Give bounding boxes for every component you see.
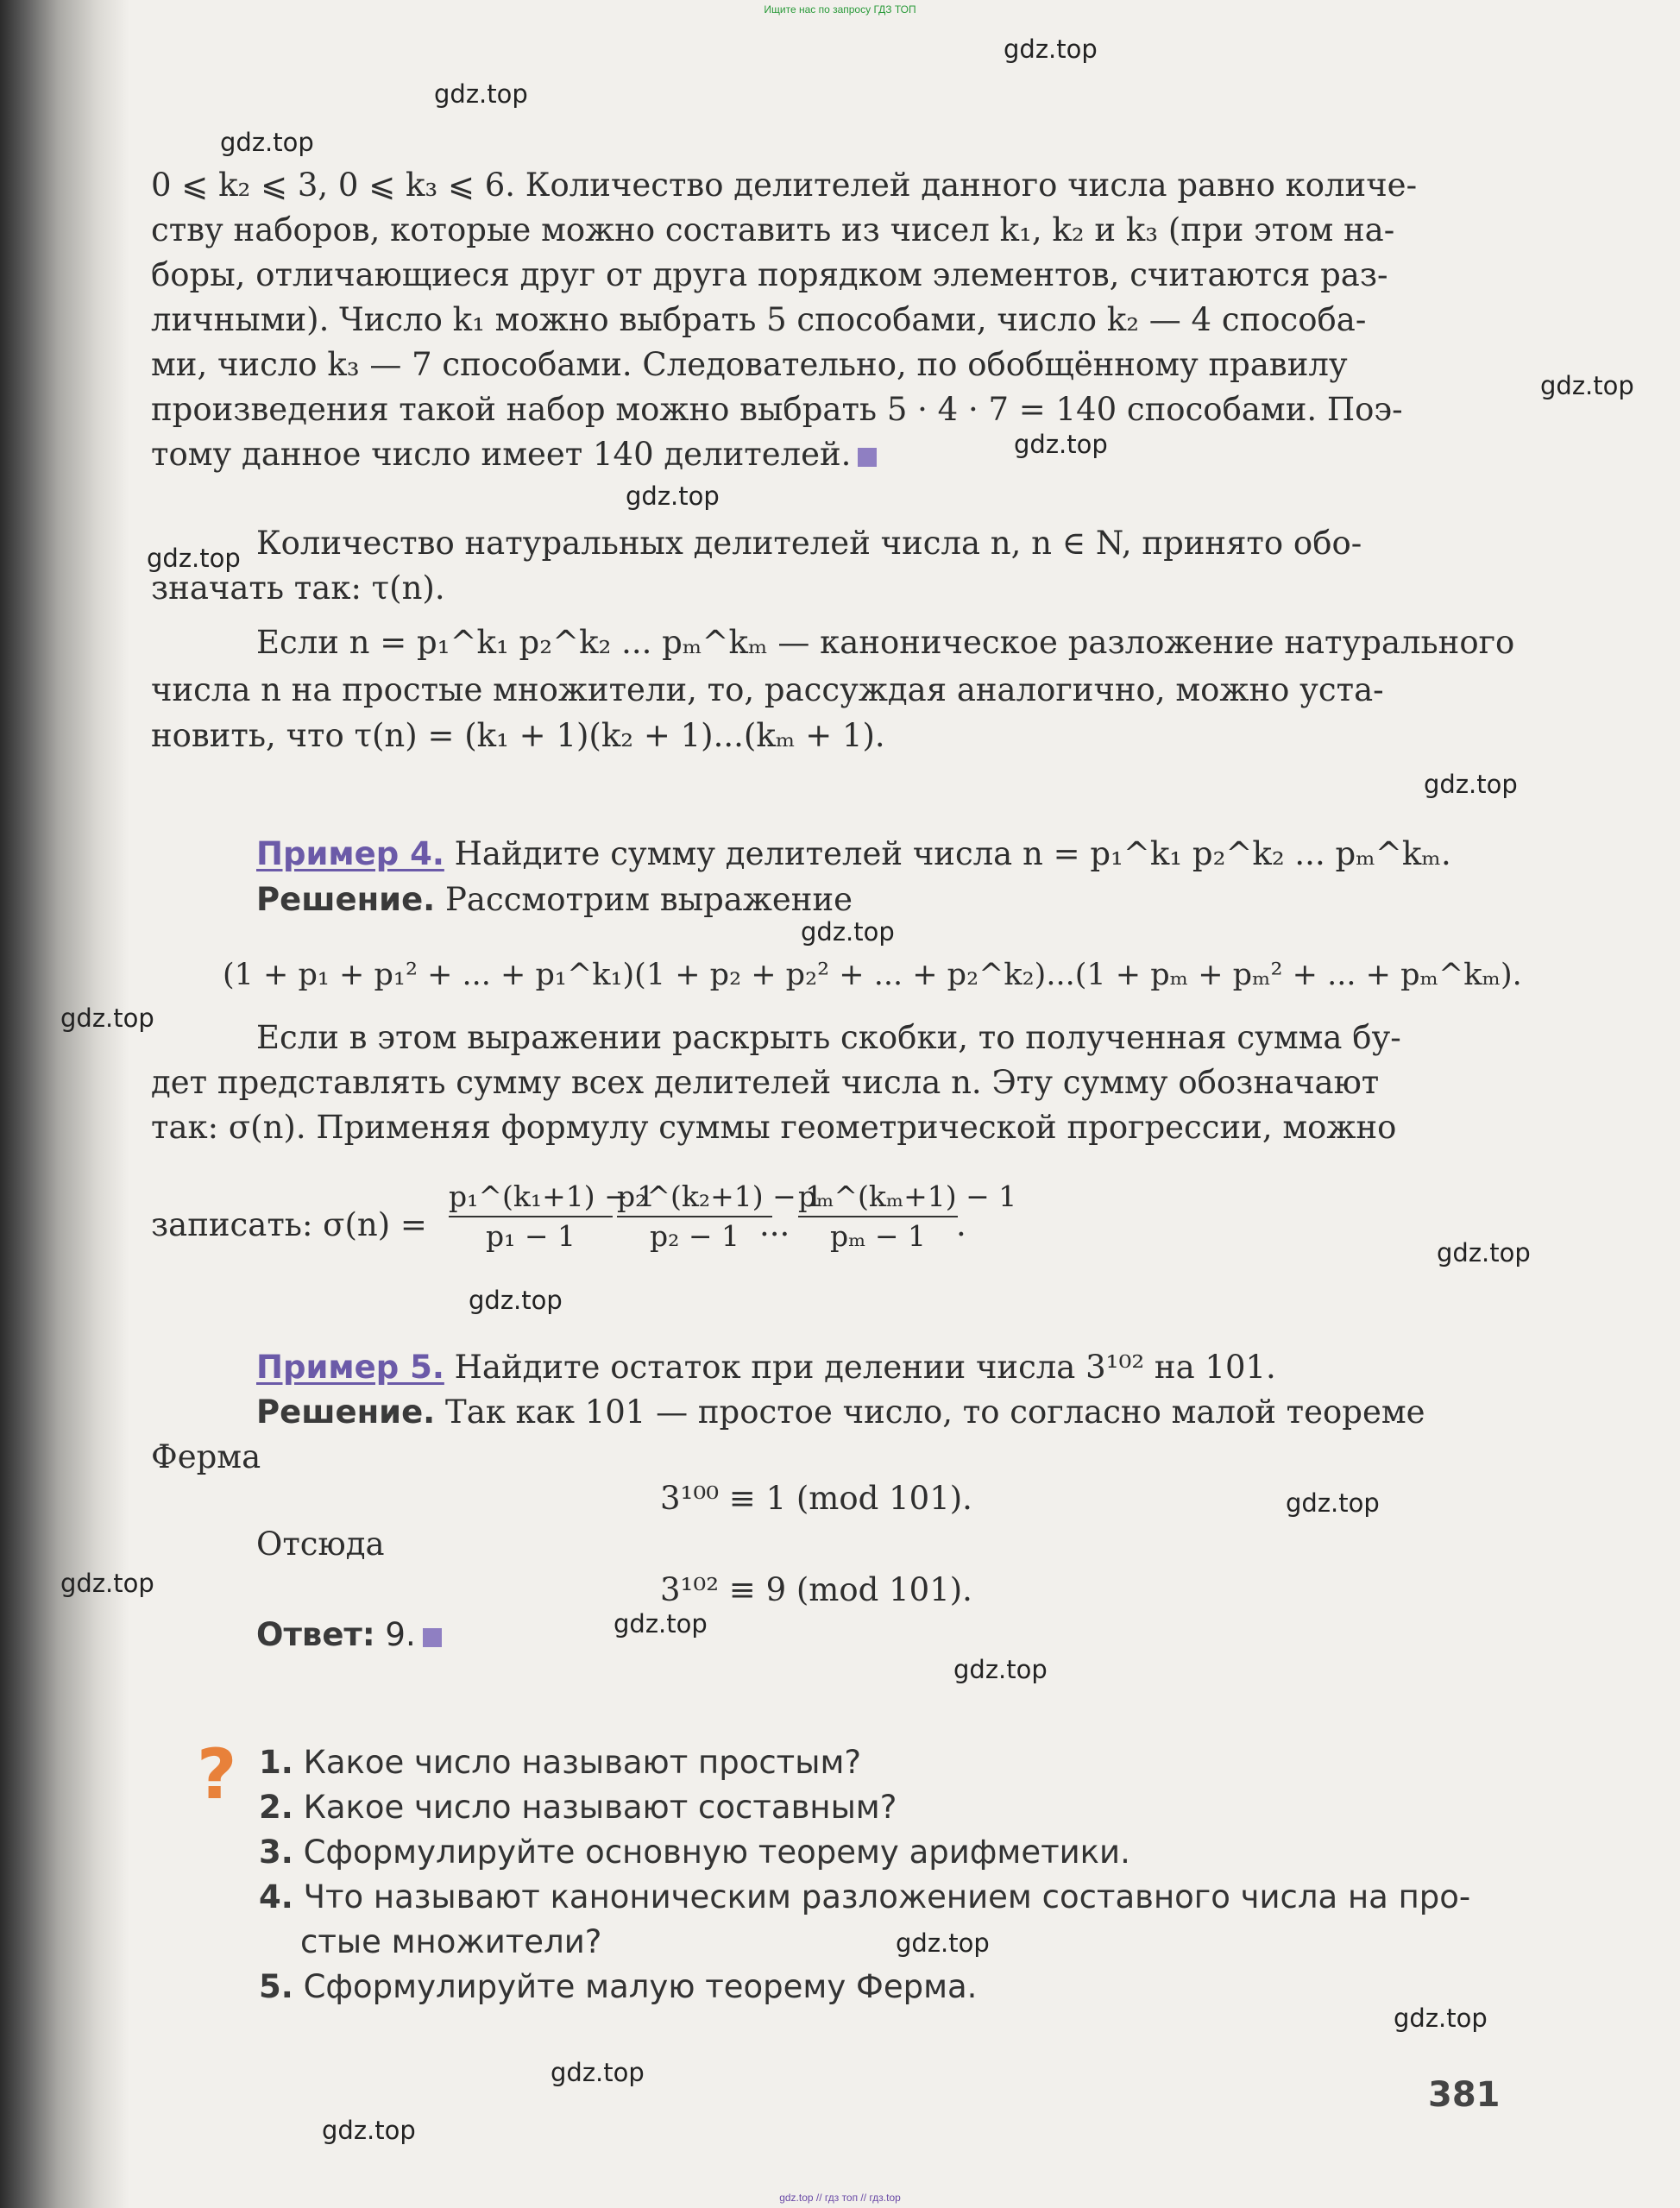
question-text: Какое число называют простым? [303, 1744, 861, 1781]
question-text: Какое число называют составным? [303, 1789, 897, 1826]
text-line: личными). Число k₁ можно выбрать 5 способами, число k₂ — 4 способа- [151, 301, 1367, 338]
watermark: gdz.top [953, 1655, 1048, 1684]
example-4-heading [256, 833, 1451, 876]
watermark: gdz.top [1540, 371, 1634, 400]
example-task: Найдите сумму делителей числа n = p₁^k₁ p₂^k₂ ... pₘ^kₘ. [454, 835, 1451, 872]
question-mark-icon: ? [197, 1734, 237, 1815]
congruence-2: 3¹⁰² ≡ 9 (mod 101). [660, 1571, 972, 1608]
watermark: gdz.top [613, 1609, 708, 1639]
fraction-numerator: p₁^(k₁+1) − 1 [449, 1178, 613, 1217]
fraction-denominator: p₁ − 1 [486, 1219, 576, 1253]
answer-value: 9. [385, 1616, 416, 1653]
end-square-icon [423, 1628, 442, 1647]
watermark: gdz.top [1286, 1488, 1380, 1518]
text-line: значать так: τ(n). [151, 569, 445, 607]
watermark: gdz.top [1424, 770, 1518, 799]
example-label: Пример 4. [256, 835, 444, 872]
example-5-heading [256, 1346, 1276, 1389]
watermark: gdz.top [147, 544, 241, 573]
question-text: стые множители? [300, 1923, 602, 1960]
text-line: Если в этом выражении раскрыть скобки, то полученная сумма бу- [256, 1019, 1401, 1056]
watermark: gdz.top [1014, 430, 1108, 459]
fraction-2 [617, 1178, 824, 1255]
watermark: gdz.top [60, 1569, 154, 1598]
solution-text: Так как 101 — простое число, то согласно малой теореме [445, 1393, 1425, 1431]
watermark: gdz.top [220, 128, 314, 157]
question-item [259, 1876, 1470, 1919]
formula-lead: записать: σ(n) = [151, 1206, 427, 1243]
period: . [956, 1206, 966, 1243]
question-item-continuation [300, 1921, 601, 1964]
footer-note: gdz.top // гдз топ // гдз.top [779, 2192, 901, 2204]
text-line: числа n на простые множители, то, рассуждая аналогично, можно уста- [151, 671, 1384, 708]
text-line: произведения такой набор можно выбрать 5 · 4 · 7 = 140 способами. Поэ- [151, 391, 1403, 428]
fraction-1 [449, 1178, 656, 1255]
text-line: Если n = p₁^k₁ p₂^k₂ ... pₘ^kₘ — каноническое разложение натурального [256, 624, 1515, 661]
question-number: 5. [259, 1968, 293, 2005]
watermark: gdz.top [434, 79, 528, 109]
text-line: ми, число k₃ — 7 способами. Следовательно, по обобщённому правилу [151, 346, 1348, 383]
watermark: gdz.top [1394, 2004, 1488, 2033]
text-line: Ферма [151, 1438, 261, 1475]
question-item [259, 1741, 861, 1784]
page-number: 381 [1428, 2075, 1501, 2115]
question-number: 3. [259, 1834, 293, 1871]
answer-label: Ответ: [256, 1616, 375, 1653]
solution-label: Решение. [256, 1393, 436, 1431]
text-line-end [151, 433, 877, 476]
fraction-denominator: p₂ − 1 [650, 1219, 739, 1253]
fraction-3 [798, 1178, 1017, 1255]
watermark: gdz.top [1437, 1238, 1531, 1268]
text-line: Количество натуральных делителей числа n, n ∈ N, принято обо- [256, 525, 1362, 562]
congruence-1: 3¹⁰⁰ ≡ 1 (mod 101). [660, 1480, 972, 1517]
solution-line [256, 878, 853, 922]
question-item [259, 1786, 897, 1829]
formula-product: (1 + p₁ + p₁² + ... + p₁^k₁)(1 + p₂ + p₂² + ... + p₂^k₂)...(1 + pₘ + pₘ² + ... + pₘ^kₘ). [223, 958, 1522, 992]
watermark: gdz.top [60, 1003, 154, 1033]
question-text: Сформулируйте малую теорему Ферма. [303, 1968, 978, 2005]
text-line: дет представлять сумму всех делителей числа n. Эту сумму обозначают [151, 1064, 1380, 1101]
watermark: gdz.top [322, 2116, 416, 2145]
question-number: 1. [259, 1744, 293, 1781]
end-square-icon [858, 448, 877, 467]
text-line: новить, что τ(n) = (k₁ + 1)(k₂ + 1)...(kₘ + 1). [151, 717, 885, 754]
question-number: 4. [259, 1878, 293, 1915]
watermark: gdz.top [626, 481, 720, 511]
text-line: боры, отличающиеся друг от друга порядком элементов, считаются раз- [151, 256, 1388, 293]
example-label: Пример 5. [256, 1349, 444, 1386]
ellipsis: ... [759, 1206, 790, 1243]
question-item [259, 1966, 977, 2009]
watermark: gdz.top [896, 1928, 990, 1958]
text-line: ству наборов, которые можно составить из чисел k₁, k₂ и k₃ (при этом на- [151, 211, 1395, 248]
fraction-denominator: pₘ − 1 [830, 1219, 926, 1253]
solution-text: Рассмотрим выражение [445, 881, 853, 918]
question-number: 2. [259, 1789, 293, 1826]
example-task: Найдите остаток при делении числа 3¹⁰² на 101. [454, 1349, 1276, 1386]
text-line: так: σ(n). Применяя формулу суммы геометрической прогрессии, можно [151, 1109, 1397, 1146]
fraction-numerator: p₂^(k₂+1) − 1 [617, 1178, 772, 1217]
text-line: Отсюда [256, 1525, 385, 1563]
watermark: gdz.top [801, 917, 895, 947]
fraction-numerator: pₘ^(kₘ+1) − 1 [798, 1178, 958, 1217]
watermark: gdz.top [551, 2058, 645, 2087]
top-note: Ищите нас по запросу ГДЗ ТОП [764, 3, 916, 16]
book-spine-shadow [0, 0, 129, 2208]
solution-line [256, 1391, 1425, 1434]
answer-line [256, 1614, 442, 1657]
question-text: Сформулируйте основную теорему арифметики. [303, 1834, 1130, 1871]
watermark: gdz.top [469, 1286, 563, 1315]
question-text: Что называют каноническим разложением составного числа на про- [303, 1878, 1471, 1915]
text-line: 0 ⩽ k₂ ⩽ 3, 0 ⩽ k₃ ⩽ 6. Количество делителей данного числа равно количе- [151, 167, 1418, 204]
solution-label: Решение. [256, 881, 436, 918]
watermark: gdz.top [1004, 35, 1098, 64]
question-item [259, 1831, 1130, 1874]
text: тому данное число имеет 140 делителей. [151, 436, 852, 473]
